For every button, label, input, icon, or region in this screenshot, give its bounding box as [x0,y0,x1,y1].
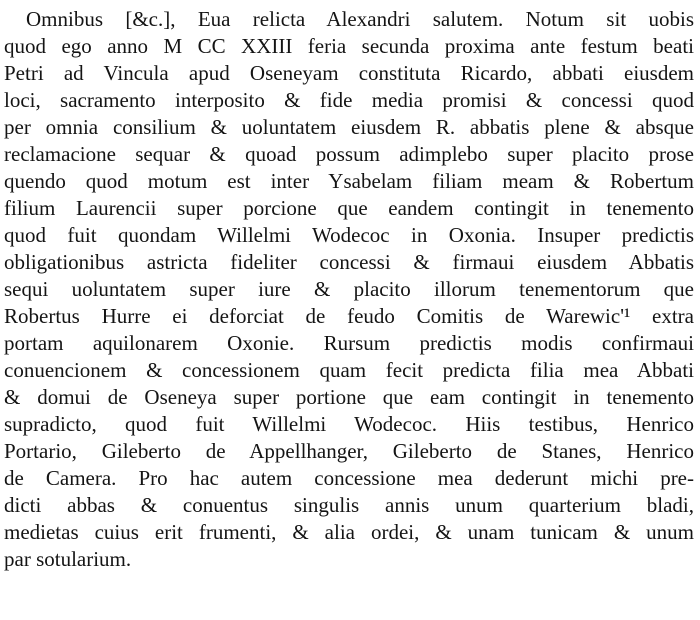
text-line-20: medietas cuius erit frumenti, & alia ordei, & unam tunicam & unum [4,520,694,544]
text-line-8: filium Laurencii super porcione que eandem contingit in tenemento [4,196,694,220]
text-line-1: Omnibus [&c.], Eua relicta Alexandri salutem. Notum sit uobis [26,7,694,31]
text-line-12: Robertus Hurre ei deforciat de feudo Comitis de Warewic'¹ extra [4,304,694,328]
text-line-3: Petri ad Vincula apud Oseneyam constituta Ricardo, abbati eiusdem [4,61,694,85]
document-text-block [4,6,694,614]
text-line-13: portam aquilonarem Oxonie. Rursum predictis modis confirmaui [4,331,694,355]
text-line-15: & domui de Oseneya super portione que eam contingit in tenemento [4,385,694,409]
text-line-6: reclamacione sequar & quoad possum adimplebo super placito prose [4,142,694,166]
text-line-11: sequi uoluntatem super iure & placito illorum tenementorum que [4,277,694,301]
text-line-2: quod ego anno M CC XXIII feria secunda proxima ante festum beati [4,34,694,58]
text-line-18: de Camera. Pro hac autem concessione mea dederunt michi pre- [4,466,694,490]
text-line-9: quod fuit quondam Willelmi Wodecoc in Oxonia. Insuper predictis [4,223,694,247]
text-line-19: dicti abbas & conuentus singulis annis unum quarterium bladi, [4,493,694,517]
text-line-7: quendo quod motum est inter Ysabelam filiam meam & Robertum [4,169,694,193]
text-line-16: supradicto, quod fuit Willelmi Wodecoc. Hiis testibus, Henrico [4,412,694,436]
text-line-14: conuencionem & concessionem quam fecit predicta filia mea Abbati [4,358,694,382]
text-line-5: per omnia consilium & uoluntatem eiusdem R. abbatis plene & absque [4,115,694,139]
text-line-17: Portario, Gileberto de Appellhanger, Gileberto de Stanes, Henrico [4,439,694,463]
text-line-21: par sotularium. [4,547,132,571]
text-line-4: loci, sacramento interposito & fide media promisi & concessi quod [4,88,694,112]
text-line-10: obligationibus astricta fideliter concessi & firmaui eiusdem Abbatis [4,250,694,274]
